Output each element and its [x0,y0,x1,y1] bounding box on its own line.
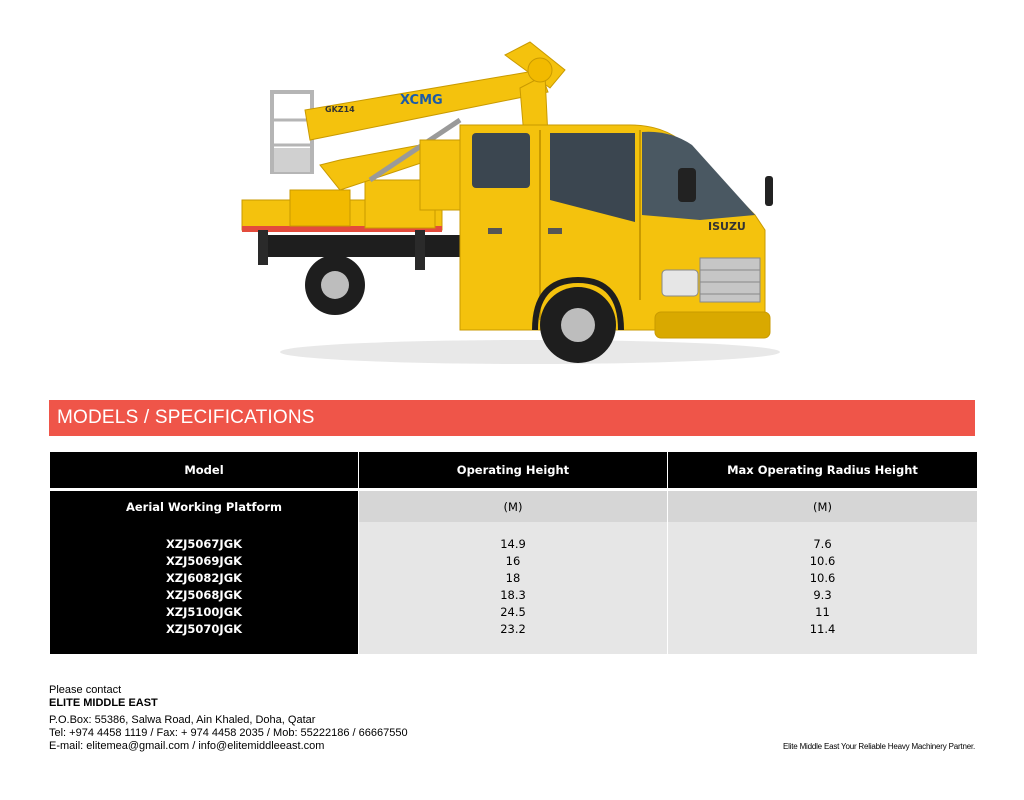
unit-row [50,491,977,522]
model-cell: XZJ5069JGK [165,554,243,568]
model-cell: XZJ6082JGK [165,571,243,585]
model-cell: XZJ5067JGK [165,537,243,551]
radius-cell: 9.3 [813,588,832,602]
radius-cell: 10.6 [809,554,836,568]
radius-cell: 11.4 [809,622,836,636]
footer-tagline: Elite Middle East Your Reliable Heavy Machinery Partner. [782,742,975,751]
header-operating-height: Operating Height [359,452,668,488]
product-type-label: Aerial Working Platform [50,491,359,522]
specifications-table [50,452,977,654]
header-max-radius: Max Operating Radius Height [668,452,977,488]
email-addresses: E-mail: elitemea@gmail.com / info@elitemiddleeast.com [49,740,325,752]
section-title: MODELS / SPECIFICATIONS [57,407,315,428]
height-cell: 18 [505,571,521,585]
contact-block [49,684,408,753]
height-cell: 14.9 [500,537,526,551]
model-cell: XZJ5070JGK [165,622,243,636]
radius-column [668,522,977,654]
height-unit: (M) [359,491,668,522]
header-model: Model [50,452,359,488]
company-name: ELITE MIDDLE EAST [49,697,158,709]
svg-text:ISUZU: ISUZU [708,220,746,233]
radius-unit: (M) [668,491,977,522]
height-column [359,522,668,654]
height-cell: 18.3 [500,588,526,602]
model-cell: XZJ5068JGK [165,588,243,602]
radius-cell: 11 [815,605,830,619]
model-column [50,522,359,654]
height-cell: 16 [505,554,521,568]
height-cell: 24.5 [500,605,526,619]
radius-cell: 10.6 [809,571,836,585]
postal-address: P.O.Box: 55386, Salwa Road, Ain Khaled, Doha, Qatar [49,714,316,726]
svg-text:GKZ14: GKZ14 [325,105,355,114]
radius-cell: 7.6 [813,537,832,551]
contact-intro: Please contact [49,684,122,696]
table-header-row [50,452,977,488]
section-header-bar [49,400,975,436]
truck-illustration [242,42,780,364]
phone-numbers: Tel: +974 4458 1119 / Fax: + 974 4458 2035 / Mob: 55222186 / 66667550 [49,727,408,739]
truck-image [230,30,790,380]
height-cell: 23.2 [500,622,526,636]
model-cell: XZJ5100JGK [165,605,243,619]
svg-text:XCMG: XCMG [400,93,443,108]
data-block [50,522,977,654]
